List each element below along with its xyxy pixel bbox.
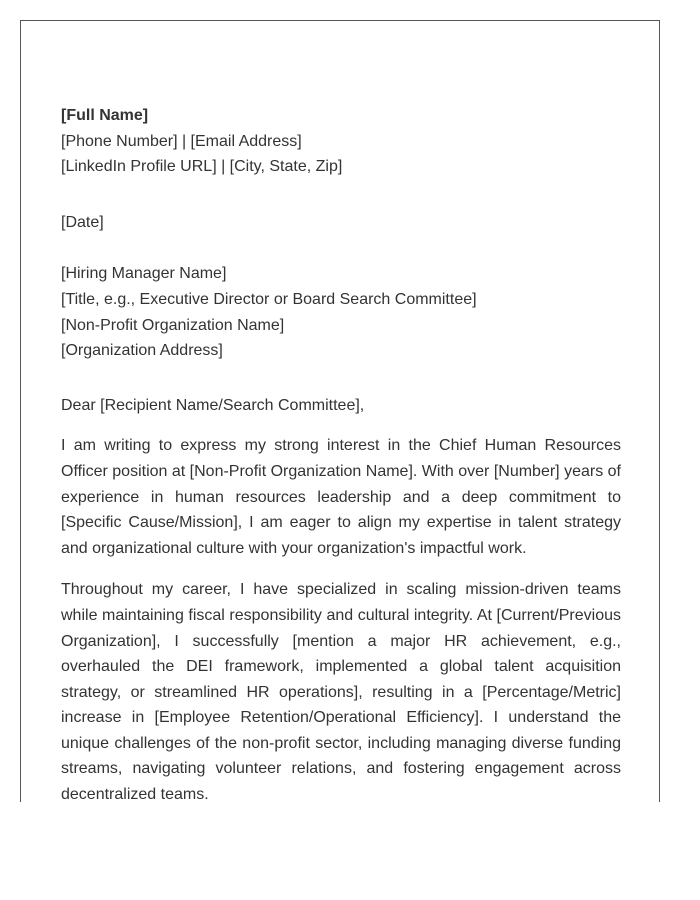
letter-content — [61, 103, 621, 802]
recipient-address: [Organization Address] — [61, 342, 223, 360]
sender-location-line: [LinkedIn Profile URL] | [City, State, Zip] — [61, 158, 343, 176]
body-paragraph-2: Throughout my career, I have specialized in scaling mission-driven teams while maintaining fiscal responsibility and cultural integrity. At [Current/Previous Organization], I successfully [mention a major HR achievement, e.g., overhauled the DEI framework, implemented a global talent acquisition strategy, or streamlined HR operations], resulting in a [Percentage/Metric] increase in [Employee Retention/Operational Efficiency]. I understand the unique challenges of the non-profit sector, including managing diverse funding streams, navigating volunteer relations, and fostering engagement across decentralized teams. — [61, 581, 621, 802]
recipient-block — [61, 261, 621, 363]
recipient-title: [Title, e.g., Executive Director or Board Search Committee] — [61, 290, 477, 308]
salutation: Dear [Recipient Name/Search Committee], — [61, 396, 365, 414]
letter-date: [Date] — [61, 213, 104, 231]
sender-full-name: [Full Name] — [61, 107, 149, 124]
letter-page — [20, 20, 660, 802]
sender-block — [61, 103, 621, 180]
body-paragraph-1: I am writing to express my strong interest in the Chief Human Resources Officer position at [Non-Profit Organization Name]. With over [Number] years of experience in human resources leadership and a deep commitment to [Specific Cause/Mission], I am eager to align my expertise in talent strategy and organizational culture with your organization's impactful work. — [61, 437, 621, 557]
recipient-organization: [Non-Profit Organization Name] — [61, 316, 285, 334]
recipient-name: [Hiring Manager Name] — [61, 265, 227, 283]
sender-contact-line: [Phone Number] | [Email Address] — [61, 132, 302, 150]
